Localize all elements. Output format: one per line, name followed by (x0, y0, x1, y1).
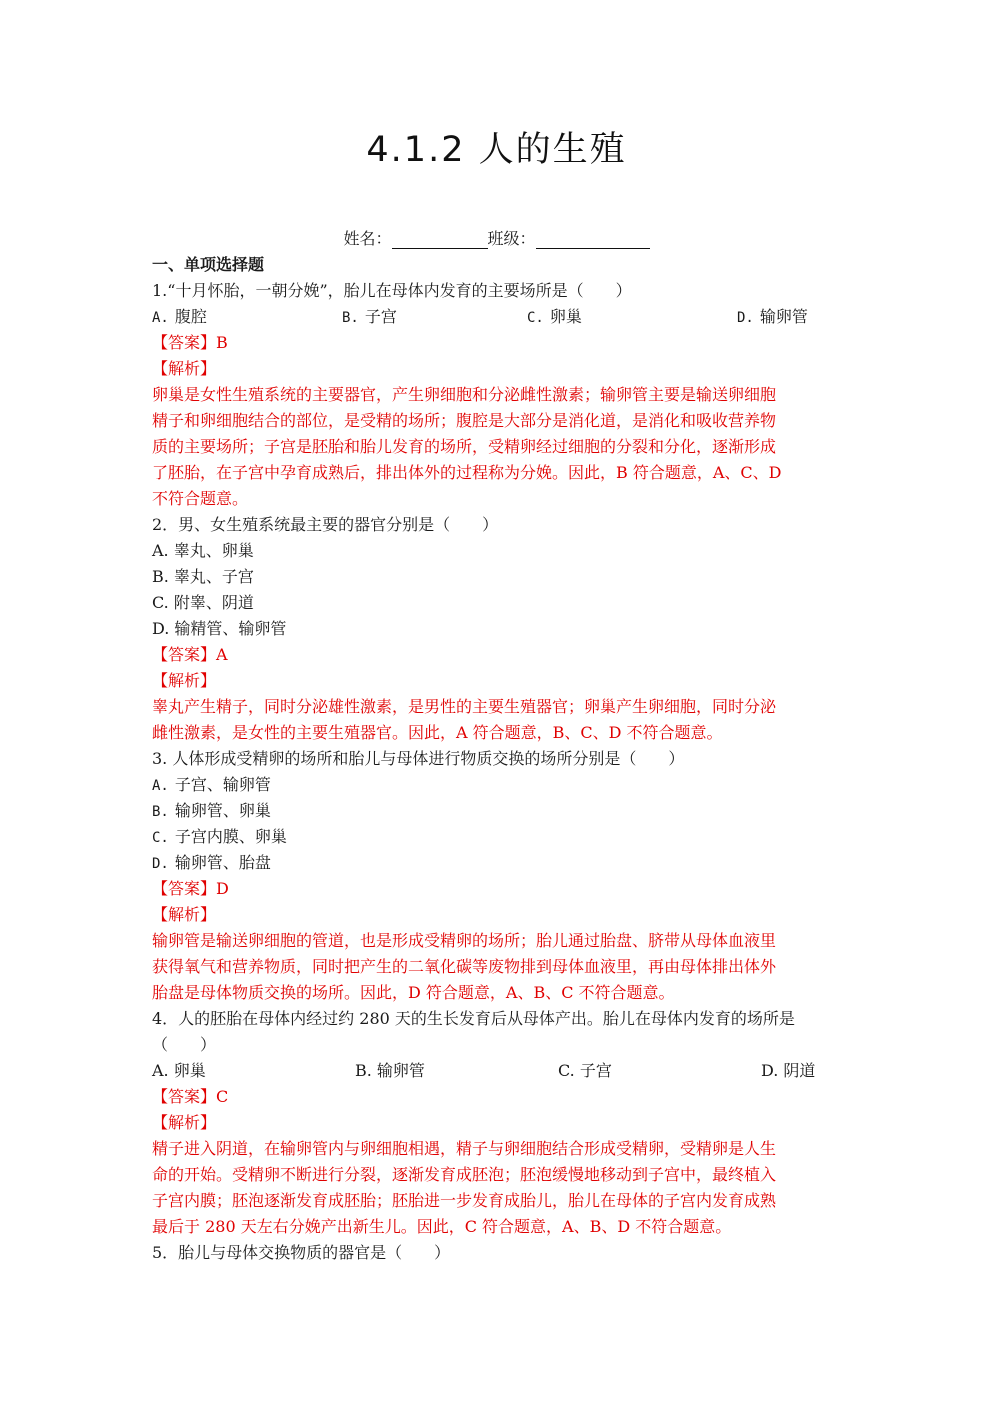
option-c: C. 子宫内膜、卵巢 (152, 827, 287, 846)
question-1-analysis-label: 【解析】 (152, 359, 217, 378)
question-4-answer: 【答案】C (152, 1087, 229, 1106)
question-list (152, 252, 846, 1266)
option-c: C. 附睾、阴道 (152, 593, 254, 612)
option-d: D. 输卵管 (737, 307, 808, 326)
name-blank[interactable] (392, 230, 488, 249)
question-4-stem-cont: （ ） (152, 1035, 217, 1054)
class-blank[interactable] (536, 230, 650, 249)
question-2-analysis-label: 【解析】 (152, 671, 217, 690)
question-1-stem: 1.“十月怀胎，一朝分娩”，胎儿在母体内发育的主要场所是（ ） (152, 281, 632, 300)
page-title: 4.1.2 人的生殖 (366, 130, 627, 170)
student-info-line (0, 226, 993, 249)
question-4-analysis: 精子进入阴道，在输卵管内与卵细胞相遇，精子与卵细胞结合形成受精卵，受精卵是人生 命的开始。受精卵不断进行分裂，逐渐发育成胚泡；胚泡缓慢地移动到子宫中，最终植入 子宫内膜；胚泡逐渐发育成胚胎；胚胎进一步发育成胎儿，胎儿在母体的子宫内发育成熟 最后于 280 天左右分娩产出新生儿。因此，C 符合题意，A、B、D 不符合题意。 (152, 1139, 777, 1236)
option-c: C. 子宫 (558, 1061, 612, 1080)
class-label: 班级： (487, 229, 536, 248)
option-c: C. 卵巢 (527, 307, 582, 326)
question-3-stem: 3. 人体形成受精卵的场所和胎儿与母体进行物质交换的场所分别是（ ） (152, 749, 685, 768)
name-label: 姓名： (343, 229, 392, 248)
question-3-analysis: 输卵管是输送卵细胞的管道，也是形成受精卵的场所；胎儿通过胎盘、脐带从母体血液里 获得氧气和营养物质，同时把产生的二氧化碳等废物排到母体血液里，再由母体排出体外 胎盘是母体物质交换的场所。因此，D 符合题意，A、B、C 不符合题意。 (152, 931, 777, 1002)
question-1-analysis: 卵巢是女性生殖系统的主要器官，产生卵细胞和分泌雌性激素；输卵管主要是输送卵细胞 精子和卵细胞结合的部位，是受精的场所；腹腔是大部分是消化道，是消化和吸收营养物 质的主要场所；子宫是胚胎和胎儿发育的场所，受精卵经过细胞的分裂和分化，逐渐形成 了胚胎，在子宫中孕育成熟后，排出体外的过程称为分娩。因此，B 符合题意，A、C、D 不符合题意。 (152, 385, 782, 508)
option-b: B. 睾丸、子宫 (152, 567, 254, 586)
question-4-stem: 4．人的胚胎在母体内经过约 280 天的生长发育后从母体产出。胎儿在母体内发育的场所是 (152, 1009, 795, 1028)
question-2-answer: 【答案】A (152, 645, 228, 664)
option-a: A. 卵巢 (152, 1061, 206, 1080)
question-3-answer: 【答案】D (152, 879, 229, 898)
question-2-analysis: 睾丸产生精子，同时分泌雄性激素，是男性的主要生殖器官；卵巢产生卵细胞，同时分泌 雌性激素，是女性的主要生殖器官。因此，A 符合题意，B、C、D 不符合题意。 (152, 697, 777, 742)
option-a: A. 子宫、输卵管 (152, 775, 271, 794)
option-a: A. 睾丸、卵巢 (152, 541, 254, 560)
question-1-options (152, 304, 846, 330)
question-3-analysis-label: 【解析】 (152, 905, 217, 924)
question-4-analysis-label: 【解析】 (152, 1113, 217, 1132)
question-1-answer: 【答案】B (152, 333, 228, 352)
section-title: 一、单项选择题 (152, 255, 265, 274)
option-b: B. 输卵管、卵巢 (152, 801, 271, 820)
option-a: A. 腹腔 (152, 307, 207, 326)
question-4-options (152, 1058, 846, 1084)
question-5-stem: 5．胎儿与母体交换物质的器官是（ ） (152, 1243, 451, 1262)
option-d: D. 输精管、输卵管 (152, 619, 287, 638)
option-d: D. 阴道 (761, 1061, 816, 1080)
option-b: B. 子宫 (342, 307, 397, 326)
option-d: D. 输卵管、胎盘 (152, 853, 271, 872)
option-b: B. 输卵管 (355, 1061, 425, 1080)
question-2-stem: 2．男、女生殖系统最主要的器官分别是（ ） (152, 515, 499, 534)
